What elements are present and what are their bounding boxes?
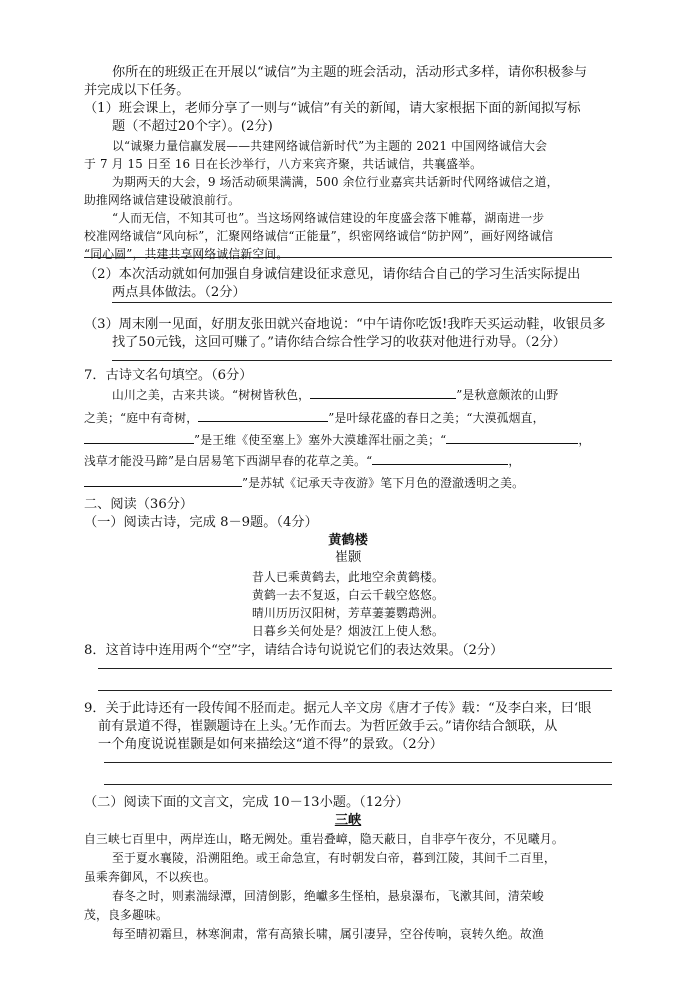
answer-line-q9-2[interactable] [104, 784, 612, 785]
q7-line-3-b: ， [578, 433, 591, 447]
fill-blank-4[interactable] [446, 431, 578, 444]
sanxia-line-3: 虽乘奔御风，不以疾也。 [84, 870, 216, 884]
sanxia-line-2: 至于夏水襄陵，沿溯阻绝。或王命急宣，有时朝发白帝，暮到江陵，其间千二百里， [112, 851, 556, 865]
q7-line-1-b: ”是秋意颇浓的山野 [456, 388, 559, 402]
sanxia-line-4: 春冬之时，则素湍绿潭，回清倒影，绝巘多生怪柏，悬泉瀑布，飞漱其间，清荣峻 [112, 889, 544, 903]
poem-line-3: 晴川历历汉阳树，芳草萋萋鹦鹉洲。 [252, 606, 444, 620]
news-line-4: 助推网络诚信建设破浪前行。 [84, 193, 240, 207]
poem-line-1: 昔人已乘黄鹤去，此地空余黄鹤楼。 [252, 570, 444, 584]
q8-line-1: 8．这首诗中连用两个“空”字，请结合诗句说说它们的表达效果。（2分） [84, 643, 504, 658]
answer-line-q3[interactable] [112, 360, 612, 361]
q7-line-1 [112, 386, 558, 404]
fill-blank-3[interactable] [84, 431, 194, 444]
q7-title: 7．古诗文名句填空。（6分） [84, 368, 253, 383]
fill-blank-1[interactable] [310, 386, 456, 399]
news-line-1: 以“诚聚力量信赢发展——共建网络诚信新时代”为主题的 2021 中国网络诚信大会 [112, 139, 548, 153]
answer-line-q8-1[interactable] [98, 668, 612, 669]
section-2-title: 二、阅读（36分） [84, 497, 194, 512]
poem-line-4: 日暮乡关何处是？烟波江上使人愁。 [252, 624, 444, 638]
sanxia-line-6: 每至晴初霜旦，林寒涧肃，常有高猿长啸，属引凄异，空谷传响，哀转久绝。故渔 [112, 927, 544, 941]
q7-line-4-a: 浅草才能没马蹄”是白居易笔下西湖早春的花草之美。“ [84, 454, 373, 468]
q7-line-1-a: 山川之美，古来共谈。“树树皆秋色， [112, 388, 311, 402]
news-line-3: 为期两天的大会，9 场活动硕果满满，500 余位行业嘉宾共话新时代网络诚信之道， [112, 175, 559, 189]
sanxia-line-1: 自三峡七百里中，两岸连山，略无阙处。重岩叠嶂，隐天蔽日，自非亭午夜分，不见曦月。 [84, 832, 564, 846]
q7-line-3-a: ”是王维《使至塞上》塞外大漠雄浑壮丽之美；“ [194, 433, 447, 447]
sanxia-line-5: 茂，良多趣味。 [84, 908, 168, 922]
answer-line-q8-2[interactable] [98, 690, 612, 691]
q7-line-2-a: 之美；“庭中有奇树， [84, 411, 199, 425]
q9-line-3: 一个角度说说崔颢是如何来描绘这“道不得”的景致。（2分） [98, 737, 443, 752]
q7-line-5 [84, 474, 524, 492]
intro-line-1: 你所在的班级正在开展以“诚信”为主题的班会活动，活动形式多样，请你积极参与 [112, 65, 588, 80]
news-line-2: 于 7 月 15 日至 16 日在长沙举行，八方来宾齐聚，共话诚信，共襄盛举。 [84, 157, 483, 171]
answer-line-q9-1[interactable] [104, 762, 612, 763]
q7-line-4-b: ， [508, 454, 521, 468]
fill-blank-2[interactable] [198, 409, 328, 422]
poem-author: 崔颢 [334, 550, 362, 565]
news-line-5: “人而无信，不知其可也”。当这场网络诚信建设的年度盛会落下帷幕，湖南进一步 [112, 211, 545, 225]
q7-line-5-a: ”是苏轼《记承天寺夜游》笔下月色的澄澈透明之美。 [242, 476, 525, 490]
q2-line-1: （2）本次活动就如何加强自身诚信建设征求意见，请你结合自己的学习生活实际提出 [84, 267, 581, 282]
q9-line-2: 前有景道不得，崔颢题诗在上头。’无作而去。为哲匠敛手云。”请你结合颔联，从 [98, 719, 558, 734]
poem-line-2: 黄鹤一去不复返，白云千载空悠悠。 [252, 588, 444, 602]
fill-blank-6[interactable] [84, 474, 242, 487]
section-2-sub-2: （二）阅读下面的文言文，完成 10－13小题。（12分） [84, 795, 409, 810]
q3-line-2: 找了50元钱，这回可赚了。”请你结合综合性学习的收获对他进行劝导。（2分） [112, 335, 566, 350]
answer-line-q2[interactable] [112, 302, 612, 303]
q7-line-3 [84, 431, 590, 449]
q1-line-2: 题（不超过20个字）。(2分) [112, 119, 273, 134]
section-2-sub-1: （一）阅读古诗，完成 8－9题。（4分） [84, 515, 318, 530]
news-line-6: 校准网络诚信“风向标”，汇聚网络诚信“正能量”，织密网络诚信“防护网”，画好网络诚信 [84, 229, 554, 243]
answer-line-q1[interactable] [84, 257, 612, 258]
q7-line-2-b: ”是叶绿花盛的春日之美；“大漠孤烟直， [328, 411, 545, 425]
q1-line-1: （1）班会课上，老师分享了一则与“诚信”有关的新闻，请大家根据下面的新闻拟写标 [84, 101, 581, 116]
q7-line-2 [84, 409, 545, 427]
q7-line-4 [84, 452, 520, 470]
intro-line-2: 并完成以下任务。 [84, 83, 190, 98]
sanxia-title: 三峡 [334, 813, 362, 828]
news-line-7: “同心圆”，共建共享网络诚信新空间。 [84, 247, 289, 261]
q9-line-1: 9．关于此诗还有一段传闻不胫而走。据元人辛文房《唐才子传》载：“及李白来，曰‘眼 [84, 701, 592, 716]
poem-title: 黄鹤楼 [328, 533, 368, 548]
q3-line-1: （3）周末刚一见面，好朋友张田就兴奋地说：“中午请你吃饭!我昨天买运动鞋，收银员多 [84, 317, 606, 332]
q2-line-2: 两点具体做法。（2分） [112, 285, 246, 300]
fill-blank-5[interactable] [372, 452, 508, 465]
